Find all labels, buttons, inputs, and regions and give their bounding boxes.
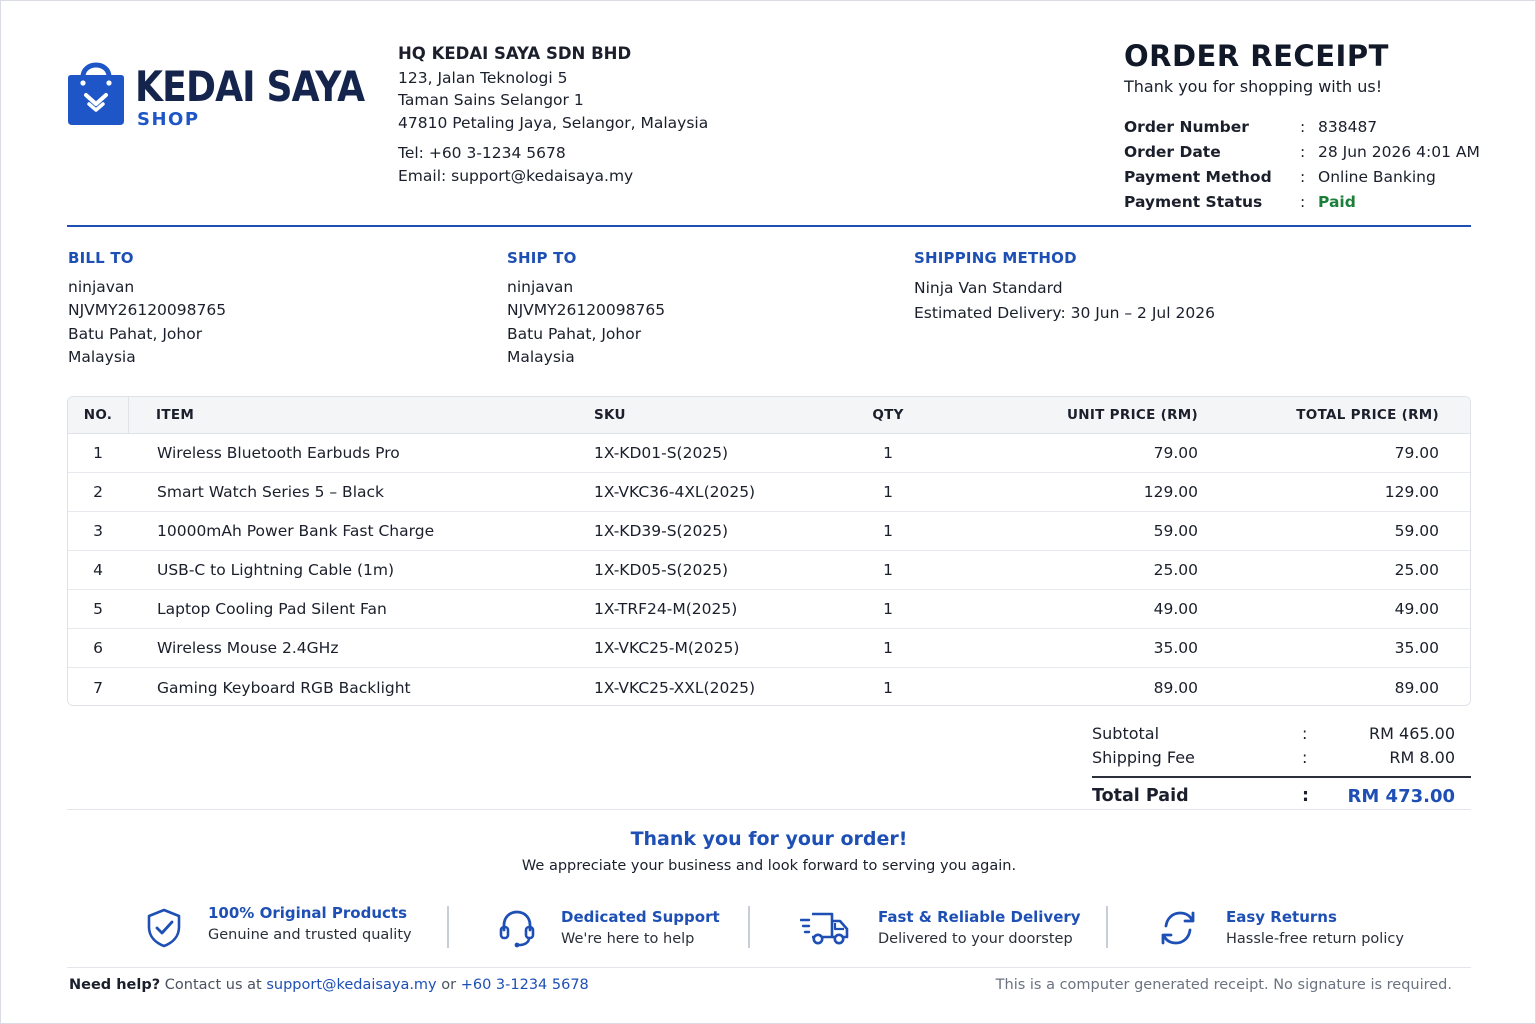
row-item-name: Wireless Bluetooth Earbuds Pro bbox=[157, 444, 400, 462]
row-qty: 1 bbox=[883, 522, 893, 540]
row-total-price: 59.00 bbox=[1394, 522, 1439, 540]
shipping-fee-label: Shipping Fee bbox=[1092, 747, 1195, 767]
subtotal-label: Subtotal bbox=[1092, 723, 1160, 743]
row-unit-price: 79.00 bbox=[1153, 444, 1198, 462]
feature-divider bbox=[1106, 906, 1108, 948]
order-number-value: 838487 bbox=[1318, 117, 1378, 136]
col-header-item: ITEM bbox=[156, 407, 195, 423]
shipping-method-heading: SHIPPING METHOD bbox=[914, 249, 1077, 267]
help-text bbox=[69, 977, 589, 993]
totals-colon: : bbox=[1302, 723, 1308, 743]
bill-to-line: Malaysia bbox=[68, 348, 136, 366]
row-total-price: 129.00 bbox=[1384, 483, 1439, 501]
meta-label: Payment Status bbox=[1124, 192, 1263, 211]
payment-status-row bbox=[1124, 189, 1480, 214]
feature-original-products bbox=[146, 905, 412, 951]
meta-colon: : bbox=[1300, 167, 1306, 186]
total-paid-row bbox=[1092, 782, 1471, 810]
totals-block bbox=[1092, 721, 1471, 810]
totals-colon: : bbox=[1302, 747, 1308, 767]
row-no: 3 bbox=[93, 522, 103, 540]
shipping-fee-row bbox=[1092, 745, 1471, 769]
brand-sub: SHOP bbox=[137, 109, 200, 130]
feature-desc: We're here to help bbox=[561, 931, 695, 947]
meta-colon: : bbox=[1300, 192, 1306, 211]
total-paid-value: RM 473.00 bbox=[1347, 785, 1455, 807]
ship-to-line: ninjavan bbox=[507, 277, 574, 296]
company-name: HQ KEDAI SAYA SDN BHD bbox=[398, 44, 632, 63]
bill-to-heading: BILL TO bbox=[68, 249, 134, 267]
thankyou-title: Thank you for your order! bbox=[630, 828, 908, 850]
row-total-price: 89.00 bbox=[1394, 678, 1439, 697]
order-date-value: 28 Jun 2026 4:01 AM bbox=[1318, 142, 1480, 161]
totals-divider bbox=[1092, 776, 1471, 778]
order-number-row bbox=[1124, 114, 1480, 139]
row-qty: 1 bbox=[883, 639, 893, 657]
meta-colon: : bbox=[1300, 142, 1306, 161]
row-sku: 1X-KD05-S(2025) bbox=[594, 561, 729, 579]
help-label: Need help? bbox=[69, 977, 161, 993]
meta-label: Order Date bbox=[1124, 142, 1221, 161]
shipping-fee-value: RM 8.00 bbox=[1389, 747, 1455, 767]
company-tel: Tel: +60 3-1234 5678 bbox=[398, 144, 566, 162]
receipt-title: ORDER RECEIPT bbox=[1124, 39, 1389, 73]
feature-desc: Genuine and trusted quality bbox=[208, 927, 412, 943]
bill-to-line: ninjavan bbox=[68, 277, 135, 296]
subtotal-value: RM 465.00 bbox=[1369, 723, 1455, 743]
meta-label: Order Number bbox=[1124, 117, 1249, 136]
table-row bbox=[68, 473, 1470, 512]
row-item-name: Wireless Mouse 2.4GHz bbox=[157, 639, 339, 657]
row-total-price: 35.00 bbox=[1394, 639, 1439, 657]
col-header-sku: SKU bbox=[594, 407, 626, 423]
help-or-text: or bbox=[436, 977, 461, 993]
row-sku: 1X-VKC25-M(2025) bbox=[594, 639, 740, 657]
feature-divider bbox=[748, 906, 750, 948]
table-row bbox=[68, 668, 1470, 706]
footer-divider bbox=[67, 967, 1471, 968]
table-body bbox=[68, 434, 1470, 706]
row-total-price: 79.00 bbox=[1394, 444, 1439, 462]
ship-to-block bbox=[507, 247, 665, 370]
table-row bbox=[68, 590, 1470, 629]
row-no: 4 bbox=[93, 561, 103, 579]
meta-label: Payment Method bbox=[1124, 167, 1272, 186]
order-date-row bbox=[1124, 139, 1480, 164]
row-qty: 1 bbox=[883, 483, 893, 501]
table-row bbox=[68, 512, 1470, 551]
feature-delivery bbox=[800, 905, 1081, 951]
feature-returns bbox=[1158, 905, 1404, 951]
feature-support bbox=[498, 905, 720, 951]
row-item-name: USB-C to Lightning Cable (1m) bbox=[157, 561, 395, 579]
receipt-disclaimer: This is a computer generated receipt. No signature is required. bbox=[995, 977, 1452, 993]
feature-desc: Delivered to your doorstep bbox=[878, 931, 1073, 947]
table-row bbox=[68, 551, 1470, 590]
shipping-method-line: Ninja Van Standard bbox=[914, 278, 1063, 297]
thankyou-subtitle: We appreciate your business and look forward to serving you again. bbox=[521, 858, 1017, 874]
feature-title: Dedicated Support bbox=[561, 908, 720, 926]
row-no: 6 bbox=[93, 639, 103, 657]
payment-method-row bbox=[1124, 164, 1480, 189]
feature-divider bbox=[447, 906, 449, 948]
row-sku: 1X-KD01-S(2025) bbox=[594, 444, 729, 462]
brand-name: KEDAI SAYA bbox=[135, 62, 365, 111]
company-address-line: 123, Jalan Teknologi 5 bbox=[398, 68, 568, 87]
company-address-line: 47810 Petaling Jaya, Selangor, Malaysia bbox=[398, 113, 709, 132]
col-header-unit-price: UNIT PRICE (RM) bbox=[1066, 407, 1198, 423]
support-phone-link[interactable]: +60 3-1234 5678 bbox=[460, 977, 589, 993]
payment-method-value: Online Banking bbox=[1318, 167, 1436, 186]
ship-to-line: Malaysia bbox=[507, 348, 575, 366]
row-no: 7 bbox=[93, 678, 103, 697]
row-item-name: Gaming Keyboard RGB Backlight bbox=[157, 678, 411, 697]
help-contact-text: Contact us at bbox=[160, 977, 267, 993]
returns-cycle-icon bbox=[1158, 908, 1198, 948]
total-paid-label: Total Paid bbox=[1092, 786, 1189, 806]
row-unit-price: 35.00 bbox=[1153, 639, 1198, 657]
row-item-name: 10000mAh Power Bank Fast Charge bbox=[157, 522, 435, 540]
row-unit-price: 59.00 bbox=[1153, 522, 1198, 540]
totals-colon: : bbox=[1302, 786, 1309, 806]
payment-status-badge: Paid bbox=[1318, 192, 1356, 211]
header-divider bbox=[67, 225, 1471, 227]
subtotal-row bbox=[1092, 721, 1471, 745]
company-address-line: Taman Sains Selangor 1 bbox=[398, 91, 584, 109]
row-item-name: Laptop Cooling Pad Silent Fan bbox=[157, 600, 387, 618]
ship-to-line: Batu Pahat, Johor bbox=[507, 324, 642, 343]
col-header-total-price: TOTAL PRICE (RM) bbox=[1296, 407, 1439, 423]
meta-colon: : bbox=[1300, 117, 1306, 136]
row-sku: 1X-VKC25-XXL(2025) bbox=[594, 678, 756, 697]
row-sku: 1X-TRF24-M(2025) bbox=[594, 600, 738, 618]
row-no: 5 bbox=[93, 600, 103, 618]
feature-title: Easy Returns bbox=[1226, 908, 1337, 926]
feature-desc: Hassle-free return policy bbox=[1226, 931, 1404, 947]
headset-icon bbox=[498, 908, 536, 948]
estimated-delivery: Estimated Delivery: 30 Jun – 2 Jul 2026 bbox=[914, 303, 1215, 322]
row-unit-price: 89.00 bbox=[1153, 678, 1198, 697]
col-header-qty: QTY bbox=[872, 407, 904, 423]
row-sku: 1X-VKC36-4XL(2025) bbox=[594, 483, 756, 501]
table-header bbox=[68, 397, 1470, 434]
bill-to-line: NJVMY26120098765 bbox=[68, 301, 227, 319]
row-item-name: Smart Watch Series 5 – Black bbox=[157, 483, 384, 501]
table-row bbox=[68, 629, 1470, 668]
col-header-no: NO. bbox=[83, 407, 113, 423]
row-qty: 1 bbox=[883, 561, 893, 579]
company-email: Email: support@kedaisaya.my bbox=[398, 166, 634, 185]
ship-to-heading: SHIP TO bbox=[507, 249, 577, 267]
row-total-price: 49.00 bbox=[1394, 600, 1439, 618]
row-qty: 1 bbox=[883, 444, 893, 462]
feature-title: 100% Original Products bbox=[208, 904, 407, 922]
items-table bbox=[67, 396, 1471, 706]
feature-title: Fast & Reliable Delivery bbox=[878, 908, 1081, 926]
row-no: 2 bbox=[93, 483, 103, 501]
section-divider bbox=[67, 809, 1471, 810]
bill-to-line: Batu Pahat, Johor bbox=[68, 324, 203, 343]
row-qty: 1 bbox=[883, 678, 893, 697]
order-meta bbox=[1124, 114, 1480, 214]
ship-to-line: NJVMY26120098765 bbox=[507, 301, 666, 319]
row-unit-price: 129.00 bbox=[1143, 483, 1198, 501]
support-email-link[interactable]: support@kedaisaya.my bbox=[266, 977, 437, 993]
receipt-thanks: Thank you for shopping with us! bbox=[1124, 77, 1383, 96]
shield-check-icon bbox=[146, 908, 182, 948]
delivery-truck-icon bbox=[800, 910, 850, 946]
row-unit-price: 25.00 bbox=[1153, 561, 1198, 579]
row-no: 1 bbox=[93, 444, 103, 462]
row-sku: 1X-KD39-S(2025) bbox=[594, 522, 729, 540]
shopping-bag-logo-icon bbox=[67, 53, 125, 127]
shipping-method-block bbox=[914, 247, 1215, 326]
table-row bbox=[68, 434, 1470, 473]
company-info bbox=[398, 43, 708, 187]
bill-to-block bbox=[68, 247, 226, 370]
row-qty: 1 bbox=[883, 600, 893, 618]
row-total-price: 25.00 bbox=[1394, 561, 1439, 579]
row-unit-price: 49.00 bbox=[1153, 600, 1198, 618]
